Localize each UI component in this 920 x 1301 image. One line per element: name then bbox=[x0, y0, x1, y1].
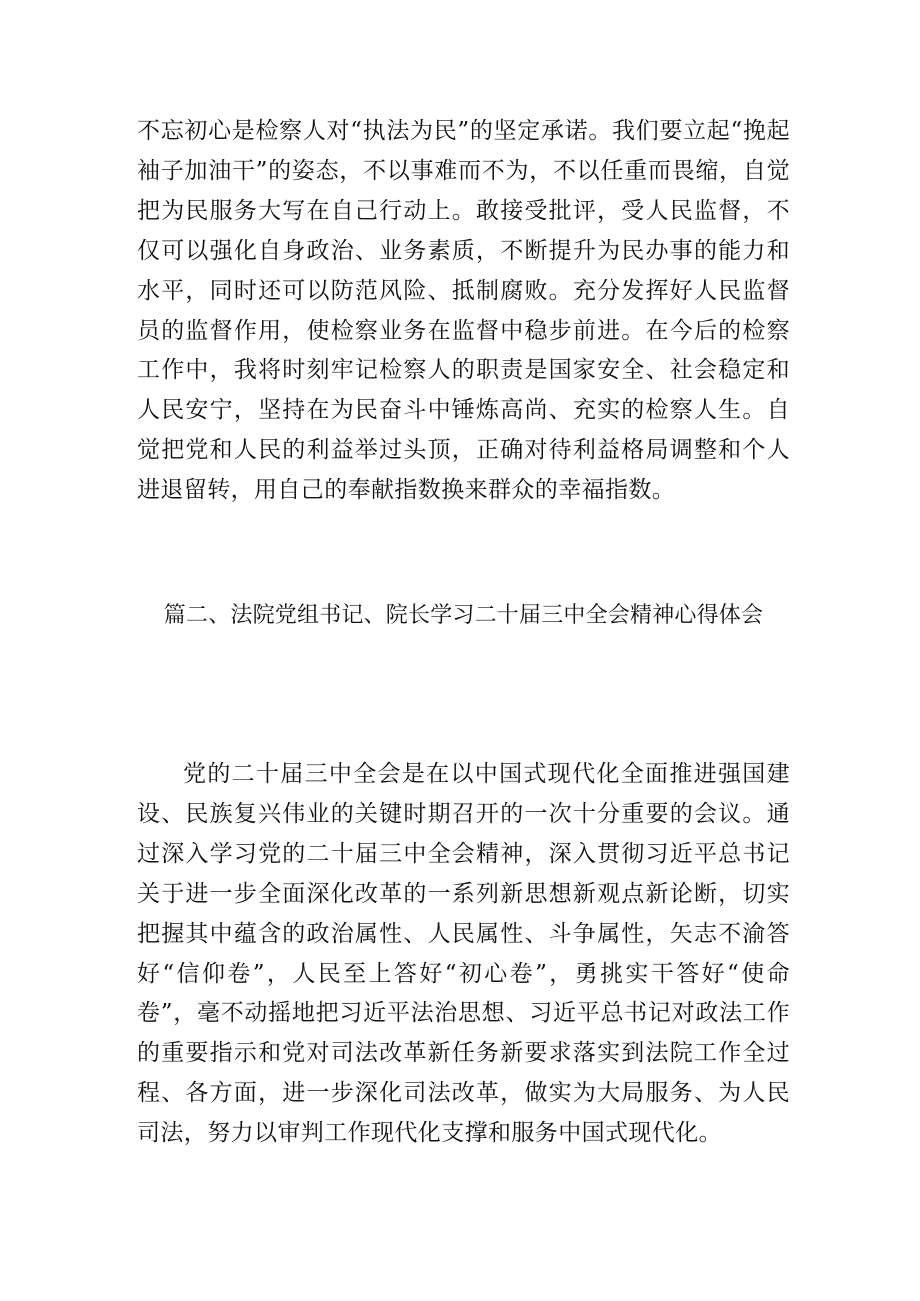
section-heading-block bbox=[137, 586, 790, 646]
paragraph-1: 不忘初心是检察人对“执法为民”的坚定承诺。我们要立起“挽起袖子加油干”的姿态，不以事难而不为，不以任重而畏缩，自觉把为民服务大写在自己行动上。敢接受批评，受人民监督，不仅可以强化自身政治、业务素质，不断提升为民办事的能力和水平，同时还可以防范风险、抵制腐败。充分发挥好人民监督员的监督作用，使检察业务在监督中稳步前进。在今后的检察工作中，我将时刻牢记检察人的职责是国家安全、社会稳定和人民安宁，坚持在为民奋斗中锤炼高尚、充实的检察人生。自觉把党和人民的利益举过头顶，正确对待利益格局调整和个人进退留转，用自己的奉献指数换来群众的幸福指数。 bbox=[137, 118, 790, 504]
paragraph-2: 党的二十届三中全会是在以中国式现代化全面推进强国建设、民族复兴伟业的关键时期召开的一次十分重要的会议。通过深入学习党的二十届三中全会精神，深入贯彻习近平总书记关于进一步全面深化改革的一系列新思想新观点新论断，切实把握其中蕴含的政治属性、人民属性、斗争属性，矢志不渝答好“信仰卷”，人民至上答好“初心卷”，勇挑实干答好“使命卷”，毫不动摇地把习近平法治思想、习近平总书记对政法工作的重要指示和党对司法改革新任务新要求落实到法院工作全过程、各方面，进一步深化司法改革，做实为大局服务、为人民司法，努力以审判工作现代化支撑和服务中国式现代化。 bbox=[137, 761, 790, 1147]
body-text-section-2 bbox=[137, 755, 790, 1154]
body-text-section-1 bbox=[137, 112, 790, 511]
section-heading: 篇二、法院党组书记、院长学习二十届三中全会精神心得体会 bbox=[163, 603, 764, 628]
